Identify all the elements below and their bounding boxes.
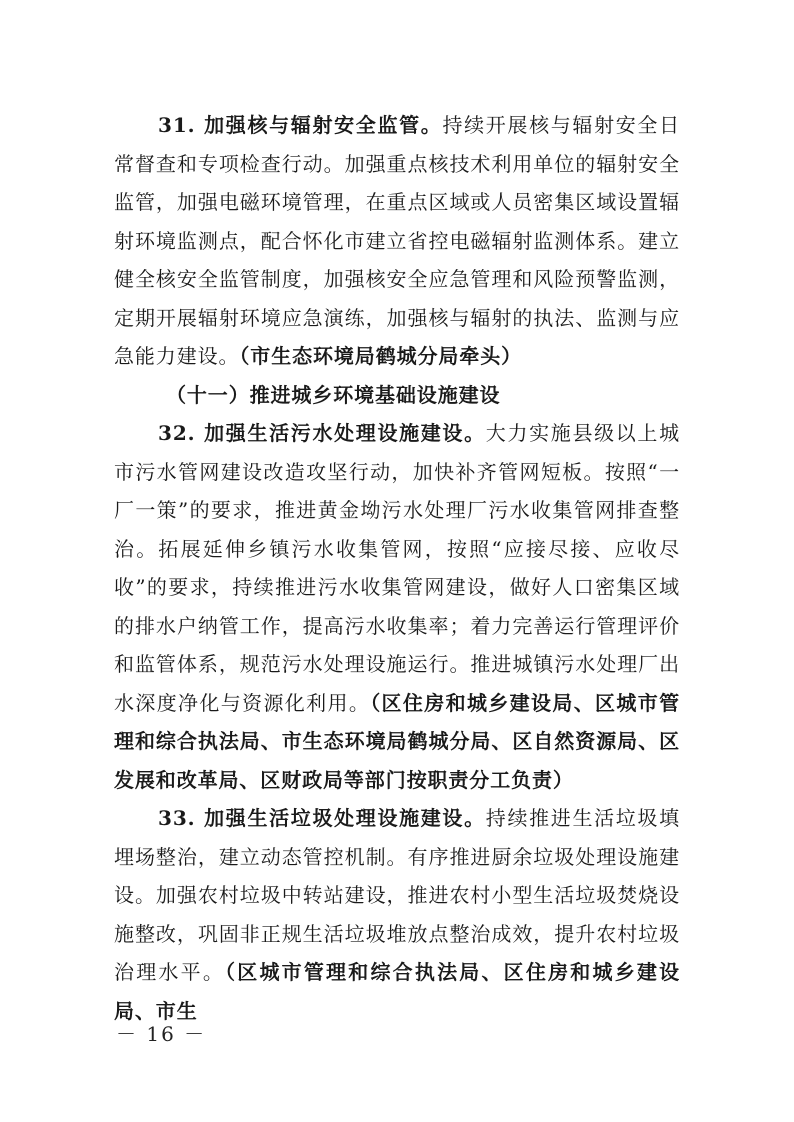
paragraph-item-33 <box>114 799 680 1030</box>
paragraph-item-31 <box>114 106 680 376</box>
item-32-lead-unit: （区住房和城乡建设局、区城市管理和综合执法局、市生态环境局鹤城分局、区自然资源局、区发展和改革局、区财政局等部门按职责分工负责） <box>114 690 680 792</box>
paragraph-item-32 <box>114 414 680 799</box>
document-body <box>114 106 680 1030</box>
item-31-lead-unit: （市生态环境局鹤城分局牵头） <box>239 344 523 368</box>
item-31-title: 31. 加强核与辐射安全监管。 <box>158 113 443 137</box>
item-32-body: 大力实施县级以上城市污水管网建设改造攻坚行动，加快补齐管网短板。按照“一厂一策”的要求，推进黄金坳污水处理厂污水收集管网排查整治。拓展延伸乡镇污水收集管网，按照“应接尽接、应收尽收”的要求，持续推进污水收集管网建设，做好人口密集区域的排水户纳管工作，提高污水收集率；着力完善运行管理评价和监管体系，规范污水处理设施运行。推进城镇污水处理厂出水深度净化与资源化利用。 <box>114 421 681 715</box>
page-number: － 16 － <box>116 1022 207 1046</box>
item-31-body: 持续开展核与辐射安全日常督查和专项检查行动。加强重点核技术利用单位的辐射安全监管，加强电磁环境管理，在重点区域或人员密集区域设置辐射环境监测点，配合怀化市建立省控电磁辐射监测体系。建立健全核安全监管制度，加强核安全应急管理和风险预警监测，定期开展辐射环境应急演练，加强核与辐射的执法、监测与应急能力建设。 <box>114 113 680 368</box>
item-33-title: 33. 加强生活垃圾处理设施建设。 <box>158 806 486 830</box>
item-33-lead-unit: （区城市管理和综合执法局、区住房和城乡建设局、市生 <box>114 960 681 1023</box>
item-33-body: 持续推进生活垃圾填埋场整治，建立动态管控机制。有序推进厨余垃圾处理设施建设。加强农村垃圾中转站建设，推进农村小型生活垃圾焚烧设施整改，巩固非正规生活垃圾堆放点整治成效，提升农村垃圾治理水平。 <box>114 806 681 984</box>
section-heading: （十一）推进城乡环境基础设施建设 <box>166 382 501 407</box>
item-32-title: 32. 加强生活污水处理设施建设。 <box>158 421 486 445</box>
